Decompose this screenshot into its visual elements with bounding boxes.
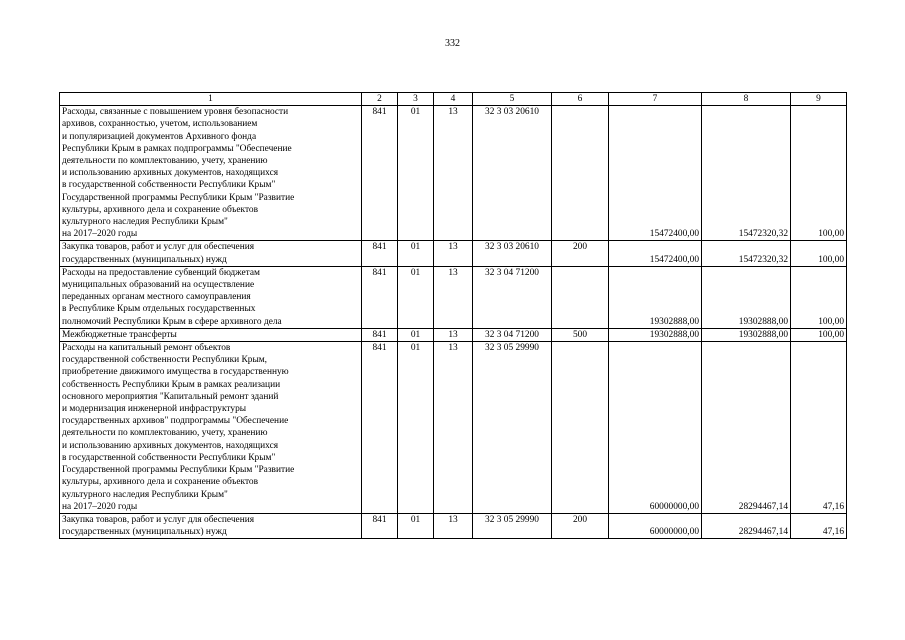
expense-type-code: 200 (552, 513, 609, 538)
row-description: Закупка товаров, работ и услуг для обеспечения государственных (муниципальных) нужд (60, 513, 362, 538)
header-cell: 1 (60, 93, 362, 106)
ministry-code: 841 (362, 266, 398, 328)
actual-amount: 15472320,32 (702, 106, 791, 241)
expense-type-code (552, 106, 609, 241)
header-cell: 5 (473, 93, 552, 106)
actual-amount: 19302888,00 (702, 328, 791, 341)
actual-amount: 15472320,32 (702, 241, 791, 266)
section-code: 01 (398, 106, 434, 241)
actual-amount: 28294467,14 (702, 342, 791, 514)
target-article-code: 32 3 05 29990 (473, 342, 552, 514)
header-cell: 9 (791, 93, 847, 106)
subsection-code: 13 (434, 328, 473, 341)
header-cell: 8 (702, 93, 791, 106)
row-description: Расходы, связанные с повышением уровня безопасности архивов, сохранностью, учетом, использованием и популяризацией документов Архивного фонда Республики Крым в рамках подпрограммы "Обеспечение деятельности по комплектованию, учету, хранению и использованию архивных документов, находящихся в государственной собственности Республики Крым" Государственной программы Республики Крым "Развитие культуры, архивного дела и сохранение объектов культурного наследия Республики Крым" на 2017–2020 годы (60, 106, 362, 241)
ministry-code: 841 (362, 342, 398, 514)
header-cell: 4 (434, 93, 473, 106)
expense-type-code: 500 (552, 328, 609, 341)
execution-percent: 100,00 (791, 266, 847, 328)
actual-amount: 28294467,14 (702, 513, 791, 538)
section-code: 01 (398, 266, 434, 328)
expense-type-code (552, 342, 609, 514)
expense-type-code: 200 (552, 241, 609, 266)
table-row (60, 342, 847, 514)
target-article-code: 32 3 05 29990 (473, 513, 552, 538)
page-number: 332 (445, 38, 460, 49)
ministry-code: 841 (362, 241, 398, 266)
planned-amount: 19302888,00 (609, 328, 702, 341)
table-row (60, 266, 847, 328)
subsection-code: 13 (434, 106, 473, 241)
target-article-code: 32 3 04 71200 (473, 266, 552, 328)
table-row (60, 241, 847, 266)
target-article-code: 32 3 04 71200 (473, 328, 552, 341)
row-description: Межбюджетные трансферты (60, 328, 362, 341)
ministry-code: 841 (362, 513, 398, 538)
ministry-code: 841 (362, 328, 398, 341)
execution-percent: 47,16 (791, 513, 847, 538)
planned-amount: 19302888,00 (609, 266, 702, 328)
subsection-code: 13 (434, 513, 473, 538)
row-description: Расходы на капитальный ремонт объектов государственной собственности Республики Крым, приобретение движимого имущества в государственную собственность Республики Крым в рамках реализации основного мероприятия "Капитальный ремонт зданий и модернизация инженерной инфраструктуры государственных архивов" подпрограммы "Обеспечение деятельности по комплектованию, учету, хранению и использованию архивных документов, находящихся в государственной собственности Республики Крым" Государственной программы Республики Крым "Развитие культуры, архивного дела и сохранение объектов культурного наследия Республики Крым" на 2017–2020 годы (60, 342, 362, 514)
section-code: 01 (398, 328, 434, 341)
expense-type-code (552, 266, 609, 328)
execution-percent: 100,00 (791, 328, 847, 341)
planned-amount: 15472400,00 (609, 106, 702, 241)
header-cell: 7 (609, 93, 702, 106)
header-cell: 6 (552, 93, 609, 106)
execution-percent: 100,00 (791, 106, 847, 241)
header-cell: 3 (398, 93, 434, 106)
subsection-code: 13 (434, 266, 473, 328)
planned-amount: 60000000,00 (609, 513, 702, 538)
actual-amount: 19302888,00 (702, 266, 791, 328)
section-code: 01 (398, 241, 434, 266)
table-row (60, 328, 847, 341)
row-description: Закупка товаров, работ и услуг для обеспечения государственных (муниципальных) нужд (60, 241, 362, 266)
execution-percent: 47,16 (791, 342, 847, 514)
target-article-code: 32 3 03 20610 (473, 106, 552, 241)
section-code: 01 (398, 513, 434, 538)
execution-percent: 100,00 (791, 241, 847, 266)
budget-table (59, 92, 847, 539)
table-row (60, 106, 847, 241)
section-code: 01 (398, 342, 434, 514)
target-article-code: 32 3 03 20610 (473, 241, 552, 266)
table-header-row (60, 93, 847, 106)
subsection-code: 13 (434, 241, 473, 266)
planned-amount: 15472400,00 (609, 241, 702, 266)
row-description: Расходы на предоставление субвенций бюджетам муниципальных образований на осуществление переданных органам местного самоуправления в Республике Крым отдельных государственных полномочий Республики Крым в сфере архивного дела (60, 266, 362, 328)
planned-amount: 60000000,00 (609, 342, 702, 514)
ministry-code: 841 (362, 106, 398, 241)
subsection-code: 13 (434, 342, 473, 514)
table-row (60, 513, 847, 538)
header-cell: 2 (362, 93, 398, 106)
